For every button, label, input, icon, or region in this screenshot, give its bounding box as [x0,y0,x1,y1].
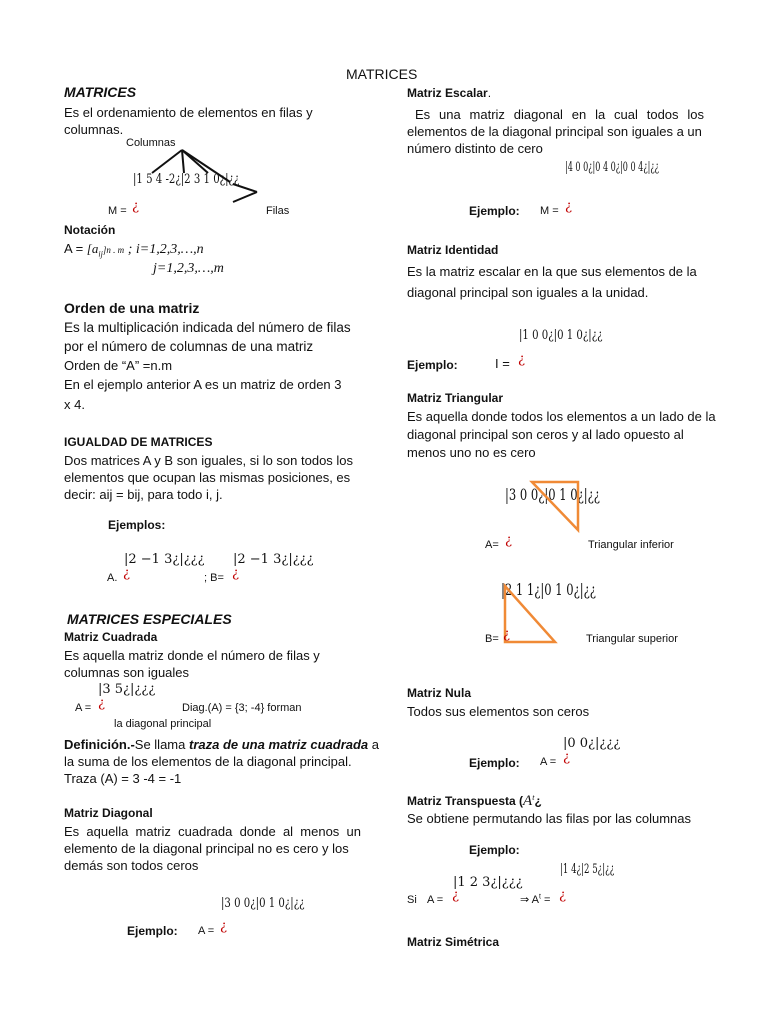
order-line-1: Es la multiplicación indicada del número de filas [64,320,351,335]
order-line-2: por el número de columnas de una matriz [64,339,314,354]
triangular-a-matrix: |3 0 0¿|0 1 0¿|¿¿ [505,485,600,504]
trace-text: Traza (A) = 3 -4 = -1 [64,771,182,786]
null-example-label: Ejemplo: [469,756,520,770]
upper-triangle [505,586,555,642]
m-label: M = [108,205,127,217]
transpose-heading: Matriz Transpuesta ($A^t¿$ [407,793,542,809]
triangular-line-2: diagonal principal son ceros y al lado opuesto al [407,427,684,442]
order-heading: Orden de una matriz [64,300,200,316]
transpose-a-glyph: ¿ [452,888,459,903]
equality-line-3: decir: aij = bij, para todo i, j. [64,487,223,502]
scalar-m-label: M = [540,205,559,217]
equality-line-1: Dos matrices A y B son iguales, si lo son todos los [64,453,354,468]
identity-matrix: |1 0 0¿|0 1 0¿|¿¿ [519,328,603,343]
triangular-b-glyph: ¿ [503,627,510,642]
scalar-line-3: número distinto de cero [407,141,543,156]
triangular-b-caption: Triangular superior [586,633,678,645]
diagonal-glyph: ¿ [220,919,227,934]
examples-label: Ejemplos: [108,518,166,532]
square-line-2: columnas son iguales [64,665,190,680]
arrow-col-2 [182,150,184,173]
eq-a-label: A. [107,572,118,584]
lower-triangle [532,482,578,530]
arrow-row-2 [233,192,257,202]
transpose-at-glyph: ¿ [559,888,566,903]
arrow-col-1 [152,150,182,173]
m-matrix: |1 5 4 -2¿|2 3 1 0¿|¿¿ [133,172,240,187]
scalar-line-2: elementos de la diagonal principal son iguales a un [407,124,702,139]
symmetric-heading: Matriz Simétrica [407,935,500,949]
equality-heading: IGUALDAD DE MATRICES [64,435,213,449]
notation-j-range: j=1,2,3,…,m [153,261,224,276]
transpose-a-label: A = [427,894,444,906]
triangular-line-3: menos uno no es cero [407,445,536,460]
scalar-example-label: Ejemplo: [469,204,520,218]
order-line-3: Orden de “A” =n.m [64,358,173,373]
null-a-label: A = [540,756,557,768]
square-heading: Matriz Cuadrada [64,630,158,644]
scalar-heading: Matriz Escalar. [407,86,492,100]
transpose-example-label: Ejemplo: [469,843,520,857]
eq-a-matrix: |2 −1 3¿|¿¿¿ [124,552,205,567]
diagonal-matrix: |3 0 0¿|0 1 0¿|¿¿ [221,896,305,911]
null-heading: Matriz Nula [407,686,472,700]
diagonal-example-label: Ejemplo: [127,924,178,938]
transpose-line-1: Se obtiene permutando las filas por las columnas [407,811,691,826]
identity-line-2: diagonal principal son iguales a la unidad. [407,285,649,300]
diagonal-line-3: demás son todos ceros [64,858,199,873]
page-title: MATRICES [346,66,418,82]
triangular-heading: Matriz Triangular [407,391,504,405]
square-glyph: ¿ [98,696,105,711]
diagonal-line-2: elemento de la diagonal principal no es cero y los [64,841,349,856]
transpose-a-matrix: |1 2 3¿|¿¿¿ [453,875,523,890]
definition-line-2: la suma de los elementos de la diagonal principal. [64,754,352,769]
null-matrix: |0 0¿|¿¿¿ [563,736,621,751]
square-matrix: |3 5¿|¿¿¿ [98,682,156,697]
columns-label: Columnas [126,137,176,149]
square-diag-text-2: la diagonal principal [114,718,212,730]
lower-triangle-shape [504,478,588,536]
notation-a: $A = [a_{ij}]n$ . m ; i=1,2,3,…,n [64,241,204,259]
identity-heading: Matriz Identidad [407,243,499,257]
identity-i-label: I = [495,356,510,371]
identity-glyph: ¿ [518,352,525,367]
null-glyph: ¿ [563,750,570,765]
left-heading: MATRICES [64,84,137,100]
transpose-result: ⇒ $A^t$ = [520,893,551,906]
eq-b-label: ; B= [204,572,224,584]
triangular-line-1: Es aquella donde todos los elementos a un lado de la [407,409,716,424]
null-line-1: Todos sus elementos son ceros [407,704,590,719]
special-heading: MATRICES ESPECIALES [67,611,232,627]
rows-label: Filas [266,205,290,217]
intro-text: Es el ordenamiento de elementos en filas y columnas. [64,105,313,137]
triangular-b-label: B= [485,633,499,645]
order-line-4: En el ejemplo anterior A es un matriz de orden 3 [64,377,342,392]
notation-heading: Notación [64,223,116,237]
scalar-glyph: ¿ [565,199,572,214]
square-a-label: A = [75,702,92,714]
identity-example-label: Ejemplo: [407,358,458,372]
definition-line-1: Definición.-Se llama traza de una matriz cuadrada a [64,737,379,752]
scalar-matrix: |4 0 0¿|0 4 0¿|0 0 4¿|¿¿ [565,160,659,175]
square-diag-text: Diag.(A) = {3; -4} forman [182,702,302,714]
diagonal-a-label: A = [198,925,215,937]
triangular-a-label: A= [485,539,499,551]
equality-line-2: elementos que ocupan las mismas posiciones, es [64,470,351,485]
m-glyph: ¿ [132,199,139,214]
eq-a-glyph: ¿ [123,566,130,581]
diagonal-heading: Matriz Diagonal [64,806,153,820]
scalar-line-1: Es una matriz diagonal en la cual todos los [415,107,704,122]
square-line-1: Es aquella matriz donde el número de filas y [64,648,320,663]
diagonal-line-1: Es aquella matriz cuadrada donde al menos un [64,824,361,839]
triangular-a-caption: Triangular inferior [588,539,674,551]
triangular-b-matrix: |2 1 1¿|0 1 0¿|¿¿ [501,580,596,599]
eq-b-matrix: |2 −1 3¿|¿¿¿ [233,552,314,567]
triangular-a-glyph: ¿ [505,533,512,548]
identity-line-1: Es la matriz escalar en la que sus elementos de la [407,264,697,279]
transpose-at-matrix: |1 4¿|2 5¿|¿¿ [560,862,615,877]
order-line-5: x 4. [64,397,85,412]
eq-b-glyph: ¿ [232,566,239,581]
transpose-si-label: Si [407,894,417,906]
